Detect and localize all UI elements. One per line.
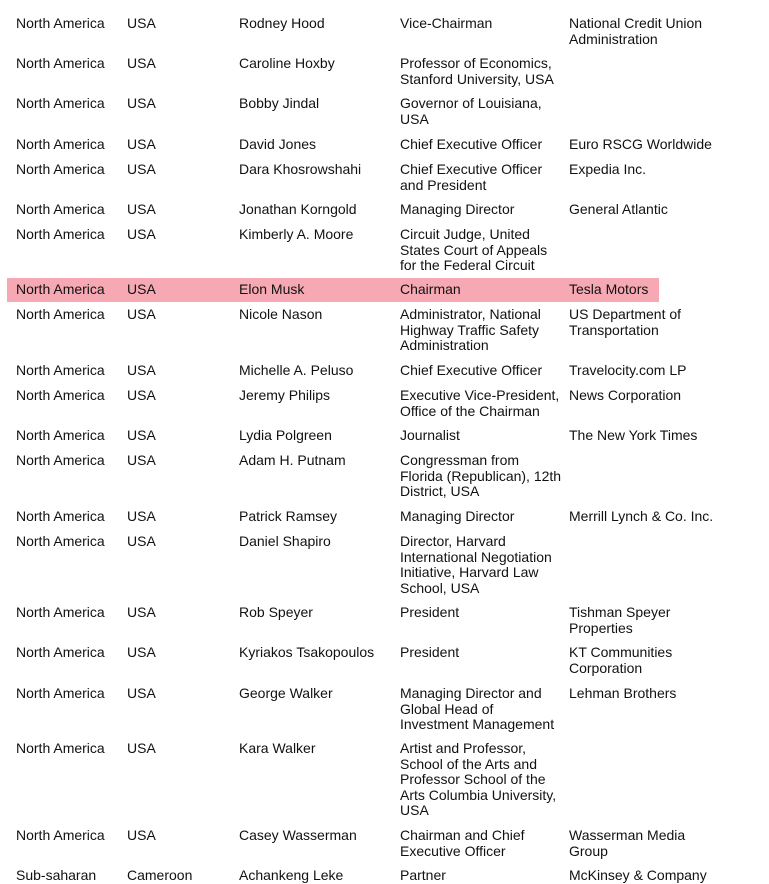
region-cell: North America (16, 387, 105, 403)
organization-cell: KT Communities Corporation (569, 644, 673, 676)
region-cell: North America (16, 452, 105, 468)
name-cell: Caroline Hoxby (239, 55, 335, 71)
organization-cell: Tishman Speyer Properties (569, 604, 671, 636)
region-cell: North America (16, 533, 105, 549)
country-cell: USA (127, 281, 156, 297)
region-cell: North America (16, 427, 105, 443)
region-cell: North America (16, 508, 105, 524)
region-cell: North America (16, 604, 105, 620)
position-cell: President (400, 604, 460, 620)
region-cell: North America (16, 306, 105, 322)
country-cell: USA (127, 387, 156, 403)
position-cell: Managing Director (400, 201, 515, 217)
name-cell: Elon Musk (239, 281, 305, 297)
position-cell: Circuit Judge, United States Court of Appeals for the Federal Circuit (400, 226, 548, 273)
position-cell: Managing Director and Global Head of Investment Management (400, 685, 555, 732)
country-cell: USA (127, 452, 156, 468)
position-cell: Congressman from Florida (Republican), 12th District, USA (400, 452, 562, 499)
country-cell: USA (127, 226, 156, 242)
position-cell: Journalist (400, 427, 460, 443)
country-cell: USA (127, 362, 156, 378)
name-cell: Jeremy Philips (239, 387, 331, 403)
position-cell: Chairman and Chief Executive Officer (400, 827, 525, 859)
position-cell: Professor of Economics, Stanford University, USA (400, 55, 554, 87)
name-cell: Kimberly A. Moore (239, 226, 354, 242)
position-cell: Chief Executive Officer (400, 136, 543, 152)
name-cell: Jonathan Korngold (239, 201, 357, 217)
organization-cell: General Atlantic (569, 201, 668, 217)
region-cell: North America (16, 161, 105, 177)
country-cell: USA (127, 427, 156, 443)
region-cell: North America (16, 201, 105, 217)
country-cell: USA (127, 306, 156, 322)
position-cell: Director, Harvard International Negotiation Initiative, Harvard Law School, USA (400, 533, 552, 596)
name-cell: Michelle A. Peluso (239, 362, 354, 378)
position-cell: Chief Executive Officer and President (400, 161, 543, 193)
position-cell: Governor of Louisiana, USA (400, 95, 542, 127)
name-cell: Nicole Nason (239, 306, 323, 322)
country-cell: Cameroon (127, 867, 193, 883)
region-cell: North America (16, 362, 105, 378)
position-cell: President (400, 644, 460, 660)
country-cell: USA (127, 740, 156, 756)
position-cell: Chief Executive Officer (400, 362, 543, 378)
region-cell: Sub-saharan (16, 867, 97, 883)
organization-cell: National Credit Union Administration (569, 15, 703, 47)
organization-cell: The New York Times (569, 427, 698, 443)
country-cell: USA (127, 55, 156, 71)
position-cell: Executive Vice-President, Office of the Chairman (400, 387, 560, 419)
name-cell: Dara Khosrowshahi (239, 161, 362, 177)
name-cell: Rodney Hood (239, 15, 325, 31)
region-cell: North America (16, 685, 105, 701)
name-cell: Rob Speyer (239, 604, 313, 620)
organization-cell: Merrill Lynch & Co. Inc. (569, 508, 714, 524)
region-cell: North America (16, 136, 105, 152)
name-cell: Kara Walker (239, 740, 316, 756)
region-cell: North America (16, 644, 105, 660)
organization-cell: Expedia Inc. (569, 161, 647, 177)
position-cell: Chairman (400, 281, 461, 297)
country-cell: USA (127, 533, 156, 549)
name-cell: Adam H. Putnam (239, 452, 346, 468)
name-cell: Achankeng Leke (239, 867, 344, 883)
country-cell: USA (127, 15, 156, 31)
country-cell: USA (127, 95, 156, 111)
name-cell: Daniel Shapiro (239, 533, 331, 549)
organization-cell: Lehman Brothers (569, 685, 677, 701)
name-cell: Patrick Ramsey (239, 508, 338, 524)
position-cell: Managing Director (400, 508, 515, 524)
organization-cell: Euro RSCG Worldwide (569, 136, 712, 152)
country-cell: USA (127, 644, 156, 660)
organization-cell: McKinsey & Company (569, 867, 707, 883)
position-cell: Vice-Chairman (400, 15, 493, 31)
position-cell: Artist and Professor, School of the Arts and Professor School of the Arts Columbia University, USA (400, 740, 557, 818)
name-cell: David Jones (239, 136, 317, 152)
country-cell: USA (127, 685, 156, 701)
name-cell: George Walker (239, 685, 333, 701)
region-cell: North America (16, 15, 105, 31)
country-cell: USA (127, 827, 156, 843)
country-cell: USA (127, 136, 156, 152)
name-cell: Casey Wasserman (239, 827, 357, 843)
organization-cell: Travelocity.com LP (569, 362, 687, 378)
country-cell: USA (127, 604, 156, 620)
region-cell: North America (16, 281, 105, 297)
country-cell: USA (127, 161, 156, 177)
organization-cell: Tesla Motors (569, 281, 649, 297)
name-cell: Lydia Polgreen (239, 427, 332, 443)
country-cell: USA (127, 508, 156, 524)
organization-cell: Wasserman Media Group (569, 827, 686, 859)
name-cell: Kyriakos Tsakopoulos (239, 644, 375, 660)
region-cell: North America (16, 55, 105, 71)
country-cell: USA (127, 201, 156, 217)
organization-cell: US Department of Transportation (569, 306, 682, 338)
position-cell: Partner (400, 867, 446, 883)
region-cell: North America (16, 740, 105, 756)
organization-cell: News Corporation (569, 387, 682, 403)
position-cell: Administrator, National Highway Traffic Safety Administration (400, 306, 541, 353)
name-cell: Bobby Jindal (239, 95, 320, 111)
region-cell: North America (16, 226, 105, 242)
region-cell: North America (16, 827, 105, 843)
region-cell: North America (16, 95, 105, 111)
